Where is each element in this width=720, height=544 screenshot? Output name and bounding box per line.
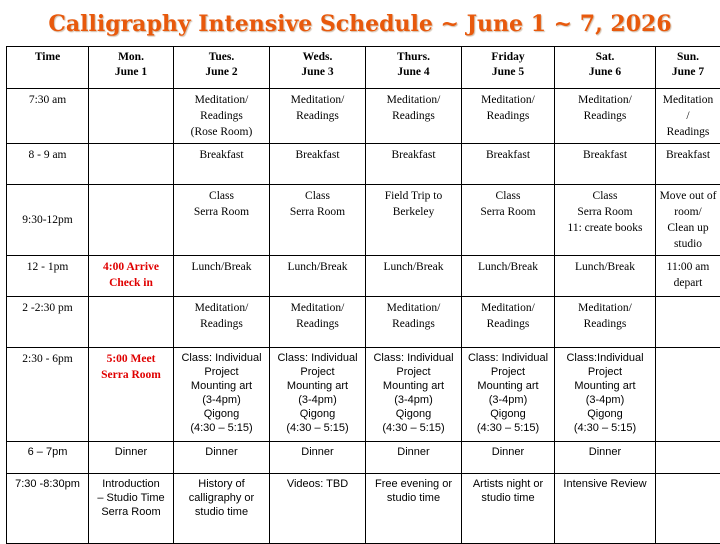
header-tue: Tues. June 2 — [174, 47, 270, 89]
cell-fri: Class: Individual Project Mounting art (3-4pm) Qigong (4:30 – 5:15) — [462, 348, 555, 442]
schedule-table — [6, 46, 720, 544]
cell-wed: Class: Individual Project Mounting art (3-4pm) Qigong (4:30 – 5:15) — [270, 348, 366, 442]
cell-fri: Artists night or studio time — [462, 474, 555, 544]
cell-fri: Breakfast — [462, 144, 555, 185]
cell-tue: Meditation/ Readings — [174, 297, 270, 348]
cell-fri: Meditation/ Readings — [462, 297, 555, 348]
cell-sun — [656, 348, 720, 442]
cell-mon: 4:00 Arrive Check in — [89, 256, 174, 297]
cell-mon: Introduction – Studio Time Serra Room — [89, 474, 174, 544]
cell-wed: Meditation/ Readings — [270, 297, 366, 348]
cell-sun: 11:00 am depart — [656, 256, 720, 297]
cell-sat: Breakfast — [555, 144, 656, 185]
cell-mon: 5:00 Meet Serra Room — [89, 348, 174, 442]
cell-thu: Meditation/ Readings — [366, 297, 462, 348]
cell-wed: Lunch/Break — [270, 256, 366, 297]
time-cell: 12 - 1pm — [7, 256, 89, 297]
table-row — [7, 348, 720, 442]
cell-mon — [89, 89, 174, 144]
header-row — [7, 47, 720, 89]
table-row — [7, 256, 720, 297]
cell-wed: Videos: TBD — [270, 474, 366, 544]
cell-thu: Class: Individual Project Mounting art (3-4pm) Qigong (4:30 – 5:15) — [366, 348, 462, 442]
cell-fri: Lunch/Break — [462, 256, 555, 297]
table-row — [7, 144, 720, 185]
cell-tue: Class: Individual Project Mounting art (3-4pm) Qigong (4:30 – 5:15) — [174, 348, 270, 442]
cell-tue: Lunch/Break — [174, 256, 270, 297]
time-cell: 6 – 7pm — [7, 442, 89, 474]
cell-sat: Class:Individual Project Mounting art (3-4pm) Qigong (4:30 – 5:15) — [555, 348, 656, 442]
cell-tue: Breakfast — [174, 144, 270, 185]
cell-sun — [656, 297, 720, 348]
cell-tue: Meditation/ Readings (Rose Room) — [174, 89, 270, 144]
cell-wed: Meditation/ Readings — [270, 89, 366, 144]
cell-thu: Free evening or studio time — [366, 474, 462, 544]
time-cell: 7:30 am — [7, 89, 89, 144]
cell-mon: Dinner — [89, 442, 174, 474]
cell-thu: Dinner — [366, 442, 462, 474]
cell-wed: Breakfast — [270, 144, 366, 185]
page-title: Calligraphy Intensive Schedule ~ June 1 ~ 7, 2026 — [0, 4, 720, 44]
header-sat: Sat. June 6 — [555, 47, 656, 89]
time-cell: 2 -2:30 pm — [7, 297, 89, 348]
cell-fri: Class Serra Room — [462, 185, 555, 256]
table-row — [7, 185, 720, 256]
cell-wed: Dinner — [270, 442, 366, 474]
time-cell: 9:30-12pm — [7, 185, 89, 256]
header-wed: Weds. June 3 — [270, 47, 366, 89]
cell-sun: Breakfast — [656, 144, 720, 185]
cell-sun — [656, 442, 720, 474]
header-mon: Mon. June 1 — [89, 47, 174, 89]
cell-mon — [89, 144, 174, 185]
cell-mon — [89, 185, 174, 256]
cell-thu: Field Trip to Berkeley — [366, 185, 462, 256]
table-row — [7, 89, 720, 144]
cell-sun: Meditation / Readings — [656, 89, 720, 144]
cell-tue: Dinner — [174, 442, 270, 474]
table-row — [7, 297, 720, 348]
cell-sat: Meditation/ Readings — [555, 297, 656, 348]
cell-thu: Meditation/ Readings — [366, 89, 462, 144]
cell-thu: Breakfast — [366, 144, 462, 185]
table-row — [7, 474, 720, 544]
cell-sun: Move out of room/ Clean up studio — [656, 185, 720, 256]
cell-wed: Class Serra Room — [270, 185, 366, 256]
cell-sat: Lunch/Break — [555, 256, 656, 297]
cell-fri: Dinner — [462, 442, 555, 474]
time-cell: 2:30 - 6pm — [7, 348, 89, 442]
cell-sat: Meditation/ Readings — [555, 89, 656, 144]
header-thu: Thurs. June 4 — [366, 47, 462, 89]
cell-sat: Dinner — [555, 442, 656, 474]
cell-sun — [656, 474, 720, 544]
time-cell: 8 - 9 am — [7, 144, 89, 185]
cell-tue: History of calligraphy or studio time — [174, 474, 270, 544]
cell-fri: Meditation/ Readings — [462, 89, 555, 144]
cell-sat: Class Serra Room 11: create books — [555, 185, 656, 256]
table-row — [7, 442, 720, 474]
cell-mon — [89, 297, 174, 348]
header-time: Time — [7, 47, 89, 89]
cell-tue: Class Serra Room — [174, 185, 270, 256]
header-sun: Sun. June 7 — [656, 47, 720, 89]
time-cell: 7:30 -8:30pm — [7, 474, 89, 544]
cell-thu: Lunch/Break — [366, 256, 462, 297]
header-fri: Friday June 5 — [462, 47, 555, 89]
cell-sat: Intensive Review — [555, 474, 656, 544]
